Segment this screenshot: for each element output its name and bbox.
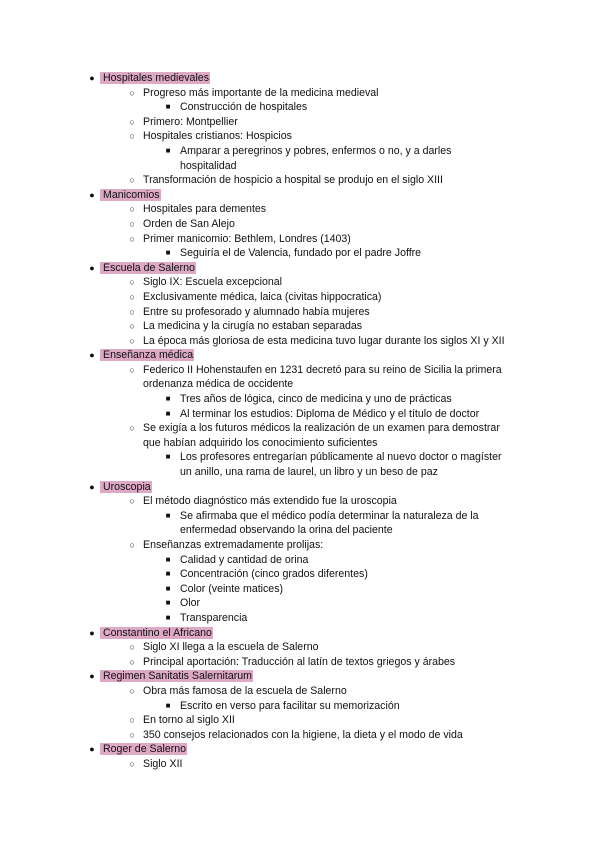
filled-circle-bullet-icon: ● xyxy=(89,481,95,492)
list-item-text: Se exigía a los futuros médicos la realización de un examen para demostrar xyxy=(143,422,500,435)
list-item xyxy=(0,611,600,626)
list-item-text: hospitalidad xyxy=(180,159,237,172)
list-item-continuation xyxy=(0,377,600,392)
section-heading-text: Constantino el Africano xyxy=(100,627,213,639)
hollow-circle-bullet-icon: ○ xyxy=(129,758,135,769)
hollow-circle-bullet-icon: ○ xyxy=(129,496,135,507)
section-heading xyxy=(0,188,600,203)
list-item xyxy=(0,494,600,509)
list-item-text: Color (veinte matices) xyxy=(180,582,284,595)
list-item-text: Hospitales para dementes xyxy=(143,203,267,216)
list-item xyxy=(0,305,600,320)
filled-circle-bullet-icon: ● xyxy=(89,73,95,83)
list-item-text: un anillo, una rama de laurel, un libro y un beso de paz xyxy=(180,466,438,479)
square-bullet-icon: ■ xyxy=(165,408,171,418)
hollow-circle-bullet-icon: ○ xyxy=(129,423,135,434)
list-item-text: Primer manicomio: Bethlem, Londres (1403) xyxy=(143,232,351,245)
list-item-text: La medicina y la cirugía no estaban separadas xyxy=(143,320,363,333)
list-item-text: Transformación de hospicio a hospital se produjo en el siglo XIII xyxy=(143,174,443,187)
list-item xyxy=(0,567,600,582)
document-body xyxy=(0,71,600,772)
square-bullet-icon: ■ xyxy=(165,612,171,622)
list-item xyxy=(0,757,600,772)
section-heading-text: Manicomios xyxy=(100,189,161,201)
list-item xyxy=(0,115,600,130)
list-item-text: La época más gloriosa de esta medicina tuvo lugar durante los siglos XI y XII xyxy=(143,334,505,347)
section-heading xyxy=(0,626,600,641)
section-heading xyxy=(0,669,600,684)
list-item xyxy=(0,640,600,655)
hollow-circle-bullet-icon: ○ xyxy=(129,175,135,186)
hollow-circle-bullet-icon: ○ xyxy=(129,233,135,244)
list-item xyxy=(0,655,600,670)
filled-circle-bullet-icon: ● xyxy=(89,744,95,755)
list-item xyxy=(0,363,600,378)
list-item-text: Exclusivamente médica, laica (civitas hippocratica) xyxy=(143,290,382,303)
hollow-circle-bullet-icon: ○ xyxy=(129,729,135,740)
hollow-circle-bullet-icon: ○ xyxy=(129,291,135,302)
filled-circle-bullet-icon: ● xyxy=(89,189,95,200)
hollow-circle-bullet-icon: ○ xyxy=(129,204,135,215)
hollow-circle-bullet-icon: ○ xyxy=(129,715,135,726)
list-item-text: que habían adquirido los conocimiento suficientes xyxy=(143,436,378,449)
list-item xyxy=(0,275,600,290)
section-heading-text: Escuela de Salerno xyxy=(100,262,196,274)
square-bullet-icon: ■ xyxy=(165,569,171,579)
list-item-text: Amparar a peregrinos y pobres, enfermos o no, y a darles xyxy=(180,144,452,157)
section-heading-text: Regimen Sanitatis Salernitarum xyxy=(100,670,253,682)
list-item-text: enfermedad observando la orina del paciente xyxy=(180,524,393,537)
list-item-text: Obra más famosa de la escuela de Salerno xyxy=(143,684,347,697)
list-item xyxy=(0,232,600,247)
list-item xyxy=(0,319,600,334)
hollow-circle-bullet-icon: ○ xyxy=(129,306,135,317)
section-heading xyxy=(0,348,600,363)
list-item-text: Concentración (cinco grados diferentes) xyxy=(180,568,368,581)
list-item xyxy=(0,596,600,611)
list-item-text: Se afirmaba que el médico podía determinar la naturaleza de la xyxy=(180,509,479,522)
list-item-text: Construcción de hospitales xyxy=(180,101,308,114)
hollow-circle-bullet-icon: ○ xyxy=(129,540,135,550)
list-item xyxy=(0,538,600,553)
list-item-text: Progreso más importante de la medicina medieval xyxy=(143,86,379,99)
list-item-text: Calidad y cantidad de orina xyxy=(180,553,309,566)
list-item-text: ordenanza médica de occidente xyxy=(143,378,294,391)
list-item-text: 350 consejos relacionados con la higiene, la dieta y el modo de vida xyxy=(143,728,463,741)
section-heading-text: Hospitales medievales xyxy=(100,72,210,84)
square-bullet-icon: ■ xyxy=(165,452,171,462)
list-item xyxy=(0,246,600,261)
list-item xyxy=(0,202,600,217)
hollow-circle-bullet-icon: ○ xyxy=(129,685,135,696)
list-item xyxy=(0,144,600,159)
hollow-circle-bullet-icon: ○ xyxy=(129,131,135,142)
list-item xyxy=(0,334,600,349)
square-bullet-icon: ■ xyxy=(165,394,171,404)
list-item xyxy=(0,582,600,597)
list-item xyxy=(0,699,600,714)
hollow-circle-bullet-icon: ○ xyxy=(129,116,135,127)
square-bullet-icon: ■ xyxy=(165,510,171,520)
list-item-text: Al terminar los estudios: Diploma de Médico y el título de doctor xyxy=(180,407,480,420)
hollow-circle-bullet-icon: ○ xyxy=(129,656,135,667)
square-bullet-icon: ■ xyxy=(165,554,171,564)
list-item xyxy=(0,173,600,188)
section-heading-text: Roger de Salerno xyxy=(100,743,187,755)
list-item xyxy=(0,728,600,743)
list-item xyxy=(0,509,600,524)
filled-circle-bullet-icon: ● xyxy=(89,262,95,273)
list-item-text: Principal aportación: Traducción al latín de textos griegos y árabes xyxy=(143,655,456,668)
hollow-circle-bullet-icon: ○ xyxy=(129,335,135,346)
list-item-text: Seguiría el de Valencia, fundado por el padre Joffre xyxy=(180,247,422,260)
list-item xyxy=(0,129,600,144)
list-item xyxy=(0,407,600,422)
section-heading xyxy=(0,480,600,495)
list-item xyxy=(0,290,600,305)
hollow-circle-bullet-icon: ○ xyxy=(129,364,135,375)
hollow-circle-bullet-icon: ○ xyxy=(129,277,135,288)
list-item-continuation xyxy=(0,465,600,480)
square-bullet-icon: ■ xyxy=(165,700,171,710)
square-bullet-icon: ■ xyxy=(165,248,171,258)
section-heading xyxy=(0,742,600,757)
list-item-text: Siglo XII xyxy=(143,757,183,770)
list-item-continuation xyxy=(0,159,600,174)
filled-circle-bullet-icon: ● xyxy=(89,350,95,361)
hollow-circle-bullet-icon: ○ xyxy=(129,642,135,653)
section-heading-text: Enseñanza médica xyxy=(100,349,194,361)
hollow-circle-bullet-icon: ○ xyxy=(129,87,135,98)
list-item-text: Siglo IX: Escuela excepcional xyxy=(143,276,282,289)
list-item xyxy=(0,392,600,407)
list-item-text: Escrito en verso para facilitar su memorización xyxy=(180,699,400,712)
list-item-continuation xyxy=(0,436,600,451)
list-item-text: El método diagnóstico más extendido fue la uroscopia xyxy=(143,495,397,508)
list-item-text: Entre su profesorado y alumnado había mujeres xyxy=(143,305,370,318)
hollow-circle-bullet-icon: ○ xyxy=(129,321,135,332)
list-item-text: En torno al siglo XII xyxy=(143,714,235,727)
list-item-text: Hospitales cristianos: Hospicios xyxy=(143,130,292,143)
list-item xyxy=(0,450,600,465)
list-item-text: Federico II Hohenstaufen en 1231 decretó para su reino de Sicilia la primera xyxy=(143,363,502,376)
square-bullet-icon: ■ xyxy=(165,583,171,593)
list-item-text: Siglo XI llega a la escuela de Salerno xyxy=(143,641,319,654)
filled-circle-bullet-icon: ● xyxy=(89,671,95,682)
filled-circle-bullet-icon: ● xyxy=(89,627,95,638)
section-heading xyxy=(0,71,600,86)
list-item xyxy=(0,86,600,101)
list-item-continuation xyxy=(0,523,600,538)
list-item-text: Enseñanzas extremadamente prolijas: xyxy=(143,539,324,551)
section-heading-text: Uroscopia xyxy=(100,481,152,493)
list-item-text: Olor xyxy=(180,597,201,610)
square-bullet-icon: ■ xyxy=(165,598,171,608)
list-item xyxy=(0,684,600,699)
section-heading xyxy=(0,261,600,276)
list-item-text: Los profesores entregarían públicamente al nuevo doctor o magíster xyxy=(180,451,502,464)
list-item-text: Primero: Montpellier xyxy=(143,115,238,128)
square-bullet-icon: ■ xyxy=(165,102,171,112)
list-item xyxy=(0,217,600,232)
list-item xyxy=(0,100,600,115)
square-bullet-icon: ■ xyxy=(165,145,171,155)
list-item xyxy=(0,553,600,568)
list-item-text: Tres años de lógica, cinco de medicina y uno de prácticas xyxy=(180,393,452,406)
hollow-circle-bullet-icon: ○ xyxy=(129,218,135,229)
list-item-text: Orden de San Alejo xyxy=(143,217,235,230)
list-item-text: Transparencia xyxy=(180,611,248,624)
list-item xyxy=(0,713,600,728)
list-item xyxy=(0,421,600,436)
